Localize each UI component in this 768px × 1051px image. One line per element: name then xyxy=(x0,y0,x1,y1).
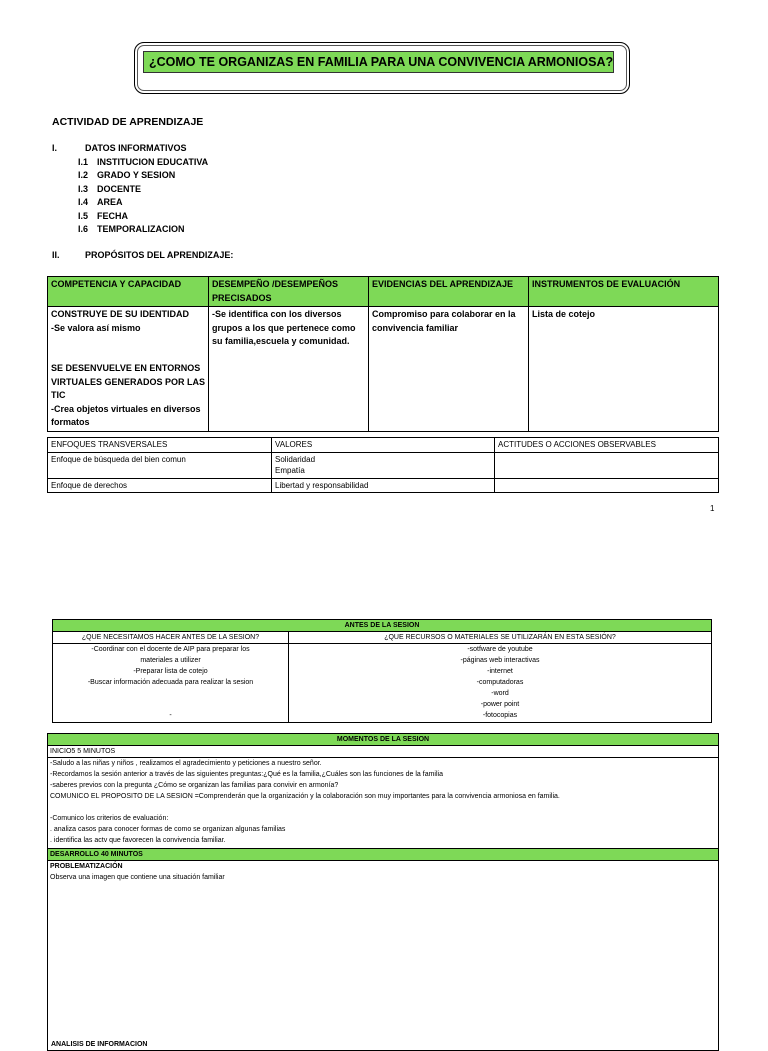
section1-label: DATOS INFORMATIVOS xyxy=(85,143,187,153)
header-instrumentos: INSTRUMENTOS DE EVALUACIÓN xyxy=(529,277,719,307)
info-item: I.6 TEMPORALIZACION xyxy=(78,224,185,235)
activity-heading: ACTIVIDAD DE APRENDIZAJE xyxy=(52,116,204,128)
header-valores: VALORES xyxy=(272,438,495,453)
header-enfoques: ENFOQUES TRANSVERSALES xyxy=(48,438,272,453)
purposes-table xyxy=(47,276,719,432)
section1-number: I. xyxy=(52,143,58,153)
page-title: ¿COMO TE ORGANIZAS EN FAMILIA PARA UNA CONVIVENCIA ARMONIOSA? xyxy=(143,51,614,73)
info-list xyxy=(78,156,208,236)
problematizacion-text: Observa una imagen que contiene una situación familiar xyxy=(50,874,225,881)
moments-title: MOMENTOS DE LA SESION xyxy=(48,734,719,746)
info-item: I.1 INSTITUCION EDUCATIVA xyxy=(78,157,209,167)
before-session-title: ANTES DE LA SESION xyxy=(53,620,712,632)
cell-competencia: CONSTRUYE DE SU IDENTIDAD -Se valora así mismo SE DESENVUELVE EN ENTORNOS VIRTUALES GENERADOS POR LAS TIC -Crea objetos virtuales en diversos formatos xyxy=(48,307,209,432)
before-col1-header: ¿QUE NECESITAMOS HACER ANTES DE LA SESION? xyxy=(53,632,289,644)
cell-evidencias: Compromiso para colaborar en la convivencia familiar xyxy=(369,307,529,432)
section2-number: II. xyxy=(52,250,60,260)
cell-desempeno: -Se identifica con los diversos grupos a los que pertenece como su familia,escuela y comunidad. xyxy=(209,307,369,432)
enfoque-cell: Enfoque de búsqueda del bien comun xyxy=(48,452,272,478)
analisis-label: ANALISIS DE INFORMACION xyxy=(51,1041,148,1048)
before-session-table xyxy=(52,619,712,723)
valores-cell: Libertad y responsabilidad xyxy=(272,478,495,493)
info-item: I.4 AREA xyxy=(78,197,123,208)
before-col2-header: ¿QUE RECURSOS O MATERIALES SE UTILIZARÁN EN ESTA SESIÓN? xyxy=(289,632,712,644)
cell-instrumentos: Lista de cotejo xyxy=(529,307,719,432)
header-competencia: COMPETENCIA Y CAPACIDAD xyxy=(48,277,209,307)
actitudes-cell xyxy=(495,452,719,478)
info-item: I.5 FECHA xyxy=(78,210,128,221)
problematizacion-label: PROBLEMATIZACIÓN xyxy=(50,863,123,870)
header-evidencias: EVIDENCIAS DEL APRENDIZAJE xyxy=(369,277,529,307)
desarrollo-label: DESARROLLO 40 MINUTOS xyxy=(48,849,719,861)
desarrollo-content xyxy=(48,861,719,1051)
enfoque-cell: Enfoque de derechos xyxy=(48,478,272,493)
inicio-label: INICIO5 5 MINUTOS xyxy=(48,746,719,758)
section2-label: PROPÓSITOS DEL APRENDIZAJE: xyxy=(85,250,234,260)
approaches-table xyxy=(47,437,719,493)
header-desempeno: DESEMPEÑO /DESEMPEÑOS PRECISADOS xyxy=(209,277,369,307)
page-number: 1 xyxy=(710,504,715,513)
inicio-content: -Saludo a las niñas y niños , realizamos el agradecimiento y peticiones a nuestro señor. -Recordamos la sesión anterior a través de las siguientes preguntas:¿Qué es la familia,¿Cuáles son las funciones de la familia -saberes previos con la pregunta ¿Cómo se organizan las familias para convivir en armonía? COMUNICO EL PROPOSITO DE LA SESION =Comprenderán que la organización y la colaboración son muy importantes para la convivencia armoniosa en familia. -Comunico los criterios de evaluación: . analiza casos para conocer formas de como se organizan algunas familias . identifica las actv que favorecen la convivencia familiar. xyxy=(48,758,719,849)
header-actitudes: ACTITUDES O ACCIONES OBSERVABLES xyxy=(495,438,719,453)
before-col1-content: -Coordinar con el docente de AIP para preparar los materiales a utilizer -Preparar lista de cotejo -Buscar información adecuada para realizar la sesion - xyxy=(53,644,289,723)
before-col2-content: -sotfware de youtube -páginas web interactivas -internet -computadoras -word -power point -fotocopias xyxy=(289,644,712,723)
info-item: I.2 GRADO Y SESION xyxy=(78,170,176,181)
actitudes-cell xyxy=(495,478,719,493)
info-item: I.3 DOCENTE xyxy=(78,183,142,194)
valores-cell: Solidaridad Empatía xyxy=(272,452,495,478)
moments-table xyxy=(47,733,719,1051)
